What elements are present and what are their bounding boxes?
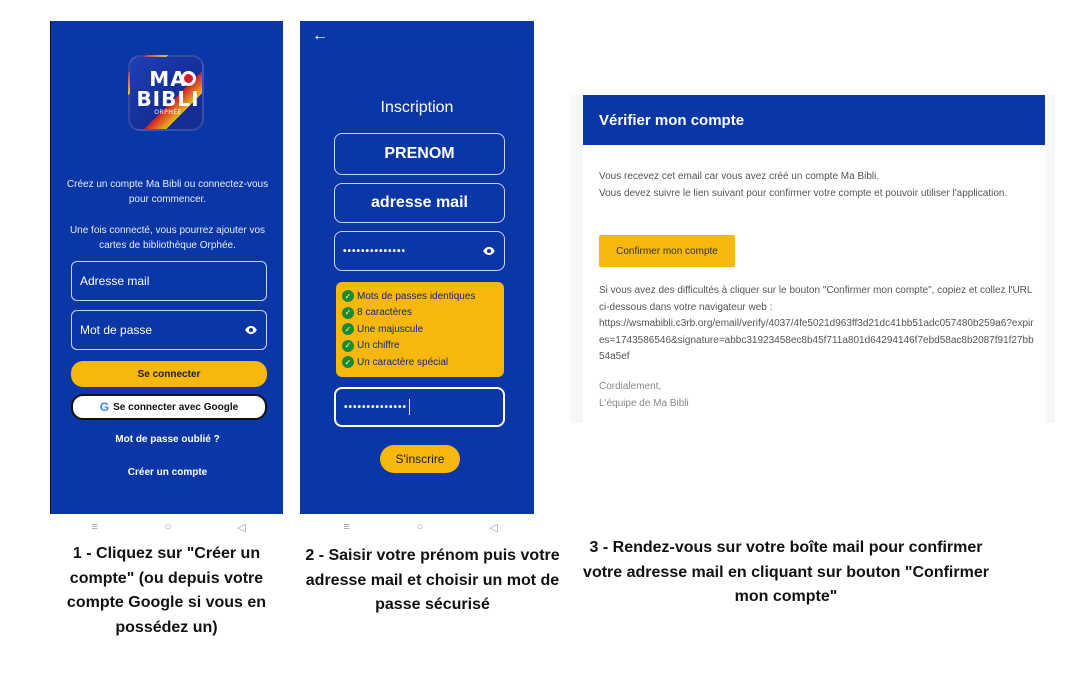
rule-item	[342, 305, 498, 322]
step3-caption: 3 - Rendez-vous sur votre boîte mail pour confirmer votre adresse mail en cliquant sur bouton "Confirmer mon compte"	[583, 539, 989, 605]
step1-caption: 1 - Cliquez sur "Créer un compte" (ou depuis votre compte Google si vous en possédez un)	[66, 545, 267, 636]
rule-item	[342, 288, 498, 305]
verify-url-link[interactable]: https://wsmabibli.c3rb.org/email/verify/4037/4fe5021d963ff3d21dc41bb51adc057480b259a6?expires=1743586546&signature=abbc31923458ec8b45f711a801d64294146f7ebd58ac8b2087f91f27bb54a5ef	[599, 318, 1034, 362]
email-signoff	[599, 379, 1039, 412]
page-title: Inscription	[380, 99, 454, 116]
show-password-icon[interactable]	[244, 323, 258, 337]
email-closing: Cordialement,	[599, 381, 662, 392]
password-input[interactable]	[71, 310, 267, 350]
email-intro-line1: Vous recevez cet email car vous avez créé un compte Ma Bibli.	[599, 171, 880, 182]
verification-email	[571, 95, 1055, 423]
logo-line1: MA	[149, 67, 187, 91]
step2-caption: 2 - Saisir votre prénom puis votre adresse mail et choisir un mot de passe sécurisé	[305, 547, 560, 613]
create-account-link[interactable]: Créer un compte	[127, 467, 208, 478]
signup-button[interactable]: S'inscrire	[380, 445, 460, 473]
home-icon[interactable]: ○	[416, 521, 424, 533]
password-rules	[336, 282, 504, 377]
rule-item	[342, 338, 498, 355]
back-icon[interactable]: ◁	[489, 521, 498, 534]
forgot-password-link[interactable]: Mot de passe oublié ?	[115, 434, 220, 445]
rule-item	[342, 321, 498, 338]
home-icon[interactable]: ○	[164, 521, 172, 533]
back-icon[interactable]: ◁	[237, 521, 246, 534]
email-fallback-text: Si vous avez des difficultés à cliquer sur le bouton "Confirmer mon compte", copiez et collez l'URL ci-dessous dans votre navigateur web :	[599, 285, 1033, 313]
email-fallback	[599, 283, 1039, 366]
email-signature: L'équipe de Ma Bibli	[599, 397, 689, 409]
firstname-input[interactable]: PRENOM	[334, 133, 505, 175]
text-cursor	[409, 399, 410, 415]
confirm-password-input[interactable]	[334, 387, 505, 427]
check-icon: ✓	[342, 307, 354, 319]
email-placeholder: Adresse mail	[80, 274, 150, 288]
recent-apps-icon[interactable]: ≡	[91, 521, 98, 533]
email-intro-line2: Vous devez suivre le lien suivant pour confirmer votre compte et pouvoir utiliser l'application.	[599, 187, 1008, 199]
rule-label: 8 caractères	[357, 307, 413, 319]
check-icon: ✓	[342, 323, 354, 335]
rule-label: Une majuscule	[357, 323, 424, 335]
google-login-label: Se connecter avec Google	[113, 401, 239, 413]
logo-line2: BIBLI	[136, 87, 200, 111]
confirm-password-mask: ••••••••••••••	[344, 401, 408, 413]
confirm-account-button[interactable]: Confirmer mon compte	[599, 235, 735, 267]
rule-label: Mots de passes identiques	[357, 290, 476, 302]
email-intro	[599, 169, 1039, 202]
check-icon: ✓	[342, 290, 354, 302]
email-body	[583, 145, 1045, 423]
signup-screen	[300, 21, 534, 514]
logo-line3: ORPHÉE	[154, 109, 182, 116]
rule-label: Un chiffre	[357, 340, 400, 352]
password-mask: ••••••••••••••	[343, 245, 407, 257]
email-input[interactable]	[71, 261, 267, 301]
email-header: Vérifier mon compte	[583, 95, 1045, 145]
login-button[interactable]: Se connecter	[71, 361, 267, 387]
info-text: Une fois connecté, vous pourrez ajouter vos cartes de bibliothèque Orphée.	[69, 225, 266, 251]
android-navbar	[310, 518, 530, 536]
google-icon: G	[99, 400, 110, 414]
password-input[interactable]	[334, 231, 505, 271]
check-icon: ✓	[342, 340, 354, 352]
rule-label: Un caractère spécial	[357, 356, 449, 368]
login-screen	[50, 21, 283, 514]
show-password-icon[interactable]	[482, 244, 496, 258]
back-arrow-icon[interactable]: ←	[312, 27, 328, 44]
google-login-button[interactable]	[71, 394, 267, 420]
email-input[interactable]: adresse mail	[334, 183, 505, 223]
android-navbar	[58, 518, 278, 536]
intro-text: Créez un compte Ma Bibli ou connectez-vous pour commencer.	[66, 179, 269, 205]
password-placeholder: Mot de passe	[80, 323, 153, 337]
check-icon: ✓	[342, 356, 354, 368]
rule-item	[342, 354, 498, 371]
ma-bibli-logo	[128, 55, 204, 131]
recent-apps-icon[interactable]: ≡	[343, 521, 350, 533]
